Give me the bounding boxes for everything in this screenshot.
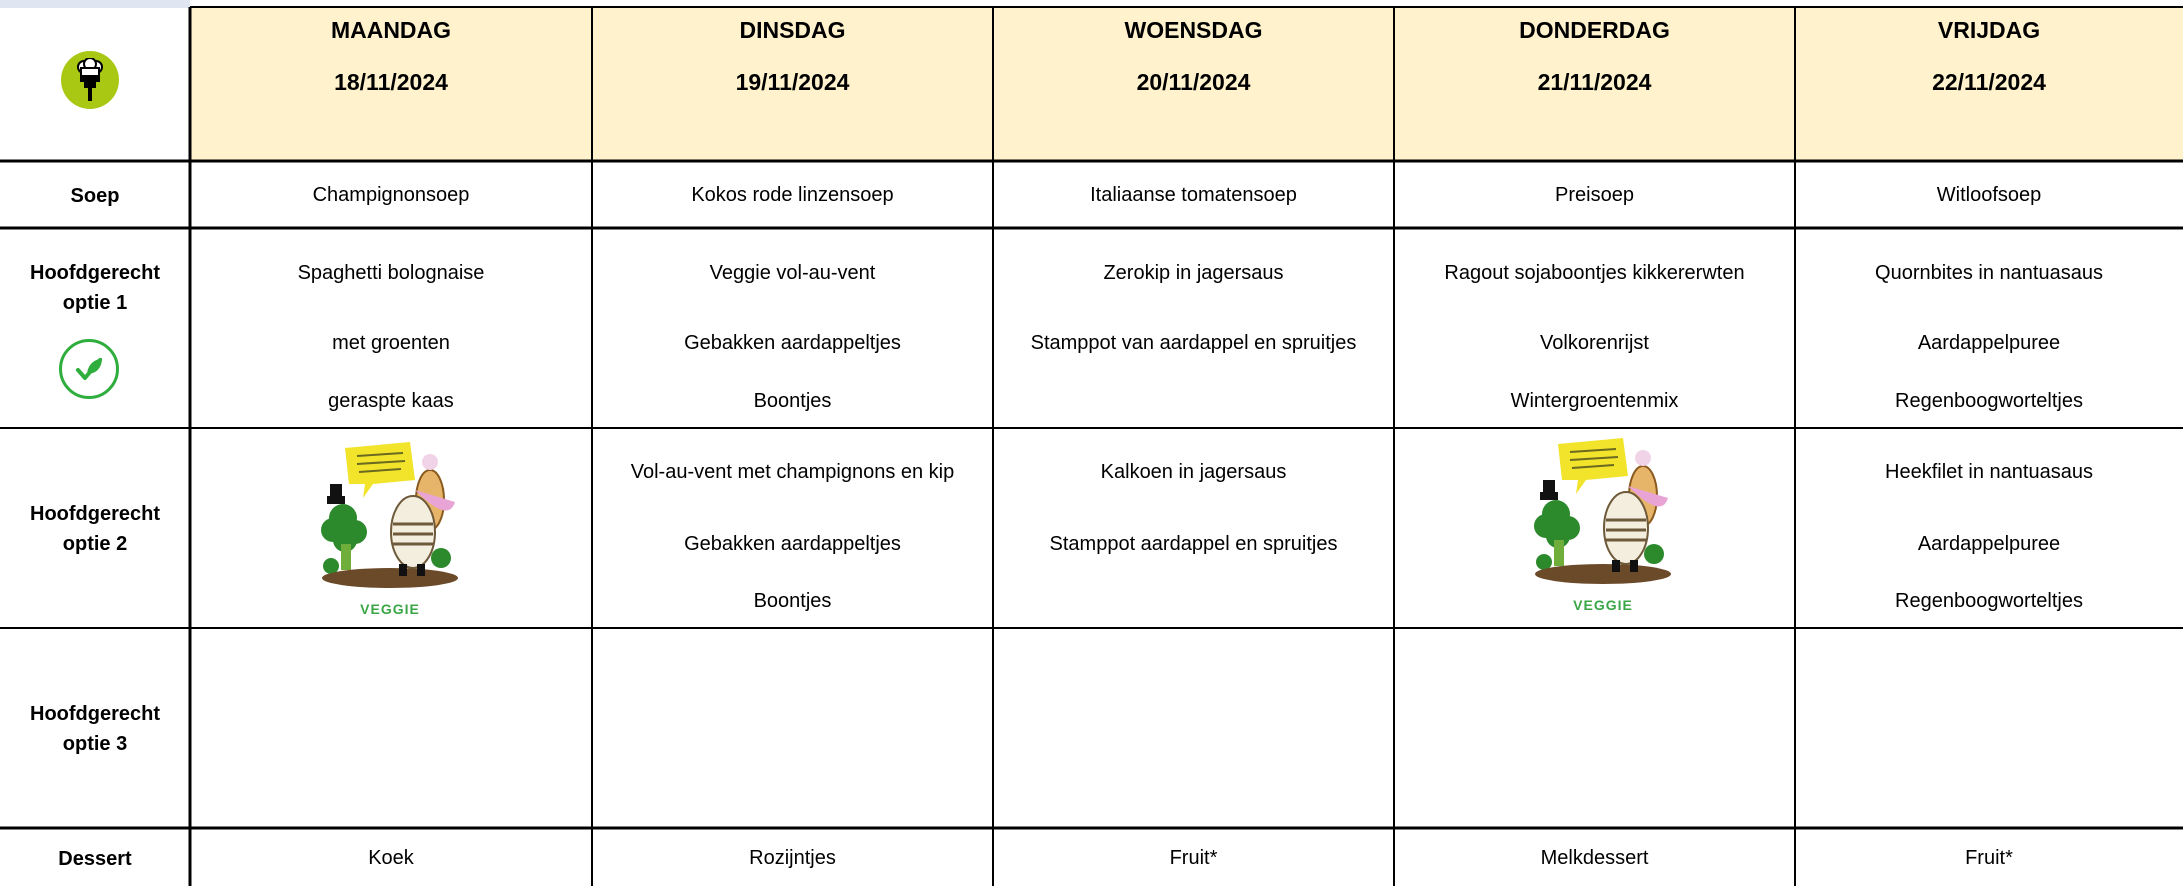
soup-cell: Champignonsoep xyxy=(312,184,470,206)
day-name: WOENSDAG xyxy=(1124,17,1263,43)
day-date: 20/11/2024 xyxy=(1136,69,1251,95)
main1-line: Ragout sojaboontjes kikkererwten xyxy=(1444,262,1745,284)
day-name: DINSDAG xyxy=(739,17,846,43)
main1-line: Quornbites in nantuasaus xyxy=(1875,262,2103,284)
row-label-hoofd2-line1: Hoofdgerecht xyxy=(30,503,160,525)
veggie-mascots-illustration xyxy=(315,440,465,600)
main1-line: Veggie vol-au-vent xyxy=(709,262,876,284)
dessert-cell: Fruit* xyxy=(1169,847,1218,869)
row-label-dessert: Dessert xyxy=(58,848,132,870)
soup-cell: Witloofsoep xyxy=(1936,184,2042,206)
veggie-label: VEGGIE xyxy=(1573,597,1633,613)
main1-line: geraspte kaas xyxy=(328,390,454,412)
day-date: 18/11/2024 xyxy=(334,69,448,95)
leaf-badge-icon xyxy=(59,339,119,399)
dessert-cell: Rozijntjes xyxy=(749,847,836,869)
veggie-illustration-monday xyxy=(310,440,470,620)
chef-logo xyxy=(61,51,119,109)
main2-line: Heekfilet in nantuasaus xyxy=(1885,461,2093,483)
vegetarian-badge xyxy=(59,339,119,399)
main1-line: Regenboogworteltjes xyxy=(1895,390,2083,412)
main1-line: Gebakken aardappeltjes xyxy=(684,332,901,354)
veggie-label: VEGGIE xyxy=(360,601,420,617)
main2-line: Regenboogworteltjes xyxy=(1895,590,2083,612)
soup-cell: Kokos rode linzensoep xyxy=(691,184,894,206)
main1-line: Wintergroentenmix xyxy=(1510,390,1679,412)
row-label-hoofd3-line1: Hoofdgerecht xyxy=(30,703,160,725)
veggie-mascots-illustration xyxy=(1528,436,1678,596)
main2-line: Boontjes xyxy=(753,590,832,612)
dessert-cell: Melkdessert xyxy=(1540,847,1649,869)
day-date: 21/11/2024 xyxy=(1537,69,1652,95)
main1-line: Aardappelpuree xyxy=(1917,332,2061,354)
main1-line: met groenten xyxy=(332,332,450,354)
soup-cell: Italiaanse tomatensoep xyxy=(1090,184,1297,206)
dessert-cell: Fruit* xyxy=(1965,847,2013,869)
row-label-hoofd1-line1: Hoofdgerecht xyxy=(30,262,160,284)
dessert-cell: Koek xyxy=(368,847,414,869)
main1-line: Stamppot van aardappel en spruitjes xyxy=(1030,332,1357,354)
day-date: 22/11/2024 xyxy=(1932,69,2046,95)
row-label-hoofd2-line2: optie 2 xyxy=(62,533,128,555)
day-name: MAANDAG xyxy=(330,17,452,43)
day-name: DONDERDAG xyxy=(1519,17,1670,43)
main2-line: Vol-au-vent met champignons en kip xyxy=(630,461,955,483)
main2-line: Stamppot aardappel en spruitjes xyxy=(1049,533,1338,555)
main2-line: Aardappelpuree xyxy=(1917,533,2061,555)
chef-hat-fork-icon xyxy=(61,51,119,109)
main1-line: Zerokip in jagersaus xyxy=(1103,262,1284,284)
day-date: 19/11/2024 xyxy=(735,69,850,95)
main2-line: Gebakken aardappeltjes xyxy=(684,533,901,555)
row-label-hoofd1-line2: optie 1 xyxy=(62,292,128,314)
row-label-soep: Soep xyxy=(70,185,120,207)
soup-cell: Preisoep xyxy=(1555,184,1634,206)
main1-line: Boontjes xyxy=(753,390,832,412)
main1-line: Spaghetti bolognaise xyxy=(297,262,485,284)
day-name: VRIJDAG xyxy=(1937,17,2041,43)
main2-line: Kalkoen in jagersaus xyxy=(1100,461,1287,483)
main1-line: Volkorenrijst xyxy=(1540,332,1649,354)
row-label-hoofd3-line2: optie 3 xyxy=(62,733,128,755)
veggie-illustration-thursday xyxy=(1523,436,1683,616)
